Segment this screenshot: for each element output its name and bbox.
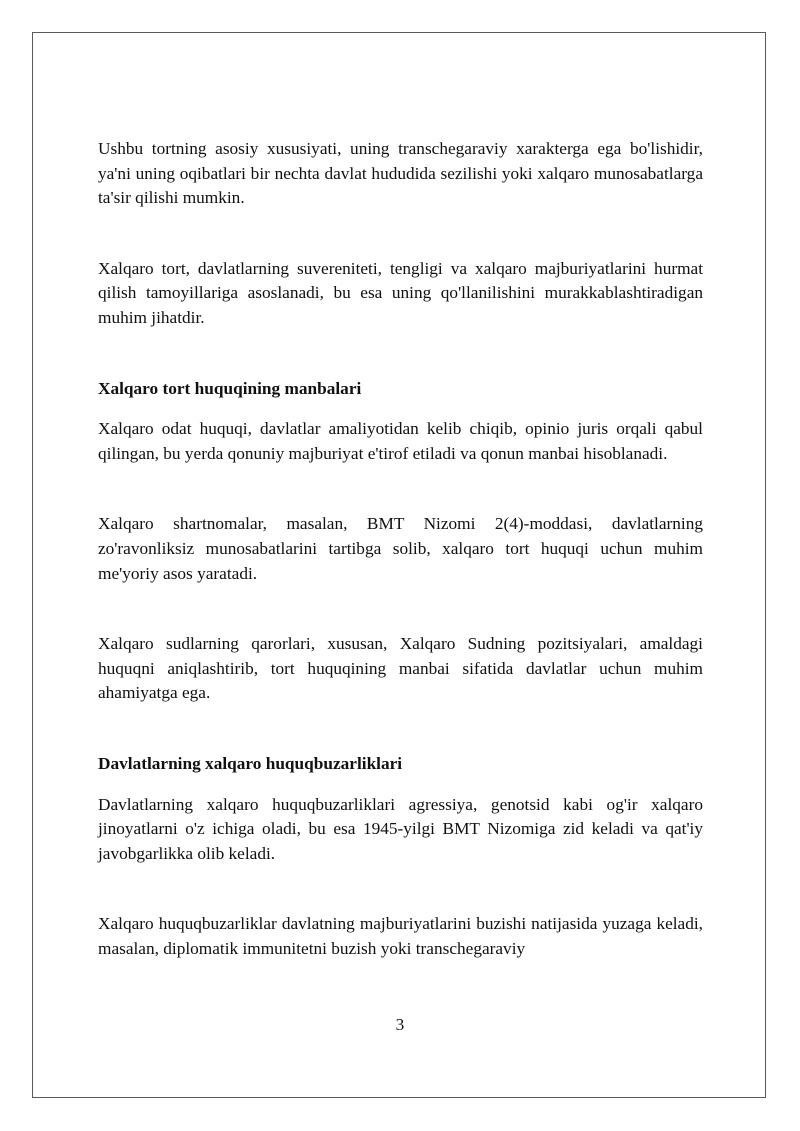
paragraph-sovereignty-principles: Xalqaro tort, davlatlarning suvereniteti, tengligi va xalqaro majburiyatlarini hurmat qilish tamoyillariga asoslanadi, bu esa uning qo'llanilishini murakkablashtiradigan muhim jihatdir. bbox=[98, 258, 703, 327]
paragraph-customary-law: Xalqaro odat huquqi, davlatlar amaliyotidan kelib chiqib, opinio juris orqali qabul qilingan, bu yerda qonuniy majburiyat e'tirof etiladi va qonun manbai hisoblanadi. bbox=[98, 419, 703, 463]
paragraph-international-crimes: Davlatlarning xalqaro huquqbuzarliklari agressiya, genotsid kabi og'ir xalqaro jinoyatlarni o'z ichiga oladi, bu esa 1945-yilgi BMT Nizomiga zid keladi va qat'iy javobgarlikka olib keladi. bbox=[98, 794, 703, 863]
page-number: 3 bbox=[395, 1015, 405, 1034]
paragraph-obligation-breach: Xalqaro huquqbuzarliklar davlatning majburiyatlarini buzishi natijasida yuzaga keladi, masalan, diplomatik immunitetni buzish yoki transchegaraviy bbox=[98, 914, 703, 958]
page-content bbox=[98, 137, 703, 961]
paragraph-court-decisions: Xalqaro sudlarning qarorlari, xususan, Xalqaro Sudning pozitsiyalari, amaldagi huquqni aniqlashtirib, tort huquqining manbai sifatida davlatlar uchun muhim ahamiyatga ega. bbox=[98, 634, 703, 703]
section-heading-state-offenses: Davlatlarning xalqaro huquqbuzarliklari bbox=[98, 753, 403, 773]
paragraph-transboundary-nature: Ushbu tortning asosiy xususiyati, uning transchegaraviy xarakterga ega bo'lishidir, ya'ni uning oqibatlari bir nechta davlat hududida sezilishi yoki xalqaro munosabatlarga ta'sir qilishi mumkin. bbox=[98, 139, 703, 208]
paragraph-treaties: Xalqaro shartnomalar, masalan, BMT Nizomi 2(4)-moddasi, davlatlarning zo'ravonliksiz munosabatlarini tartibga solib, xalqaro tort huquqi uchun muhim me'yoriy asos yaratadi. bbox=[98, 514, 703, 583]
section-heading-sources: Xalqaro tort huquqining manbalari bbox=[98, 378, 362, 398]
